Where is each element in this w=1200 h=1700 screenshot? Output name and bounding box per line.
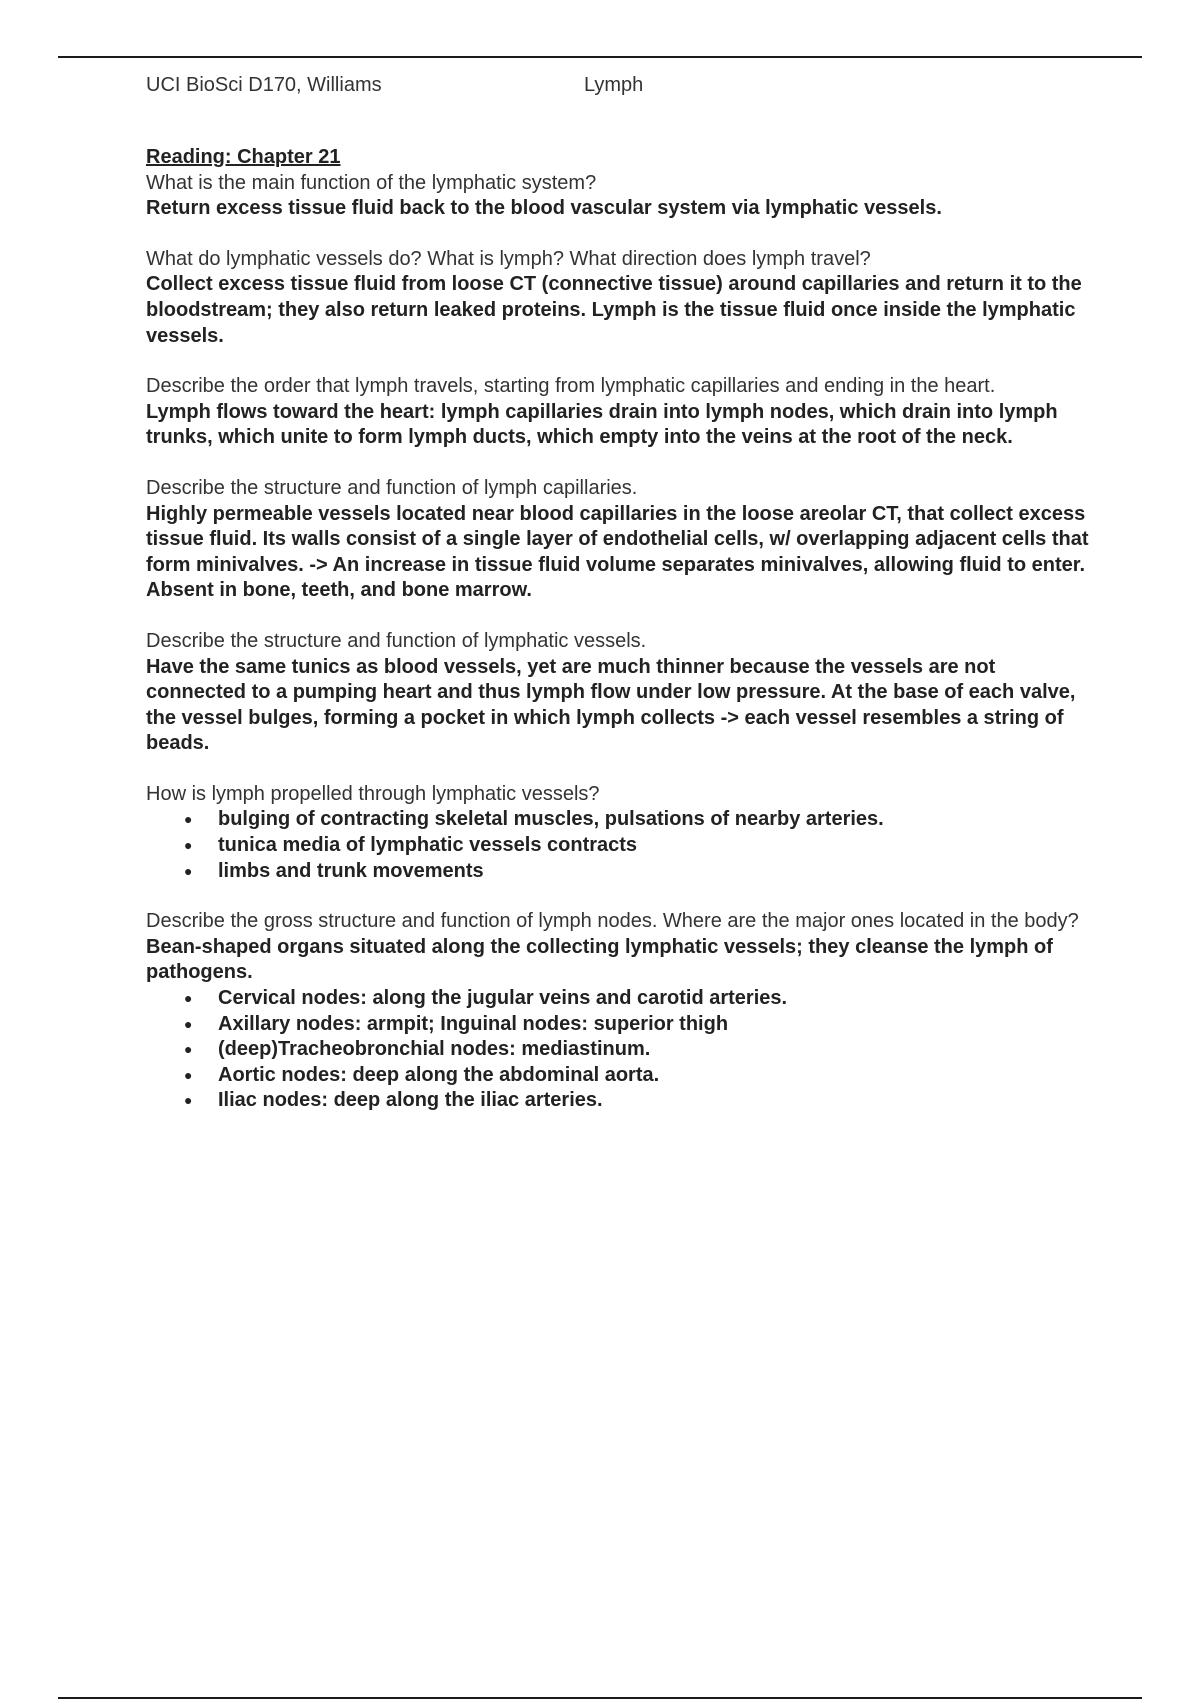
- qa-block-lymphatic-vessels: [146, 629, 1096, 757]
- qa-block-lymph-nodes: [146, 909, 1096, 1114]
- answer: Highly permeable vessels located near blood capillaries in the loose areolar CT, that collect excess tissue fluid. Its walls consist of a single layer of endothelial cells, w/ overlapping adjacent cells that form minivalves. -> An increase in tissue fluid volume separates minivalves, allowing fluid to enter. Absent in bone, teeth, and bone marrow.: [146, 502, 1089, 602]
- question: How is lymph propelled through lymphatic vessels?: [146, 782, 600, 805]
- page-header: [146, 74, 643, 97]
- qa-block-lymph-order: [146, 374, 1096, 451]
- list-item: ● bulging of contracting skeletal muscles, pulsations of nearby arteries.: [146, 807, 1096, 833]
- reading-heading: Reading: Chapter 21: [146, 146, 341, 168]
- list-item: ● limbs and trunk movements: [146, 859, 1096, 885]
- list-item: ● Axillary nodes: armpit; Inguinal nodes: superior thigh: [146, 1012, 1096, 1038]
- question: Describe the order that lymph travels, starting from lymphatic capillaries and ending in the heart.: [146, 375, 996, 398]
- question: Describe the gross structure and function of lymph nodes. Where are the major ones located in the body?: [146, 910, 1079, 933]
- qa-block-propulsion: [146, 782, 1096, 884]
- question: Describe the structure and function of lymphatic vessels.: [146, 629, 647, 652]
- question: What is the main function of the lymphatic system?: [146, 171, 597, 194]
- answer: Bean-shaped organs situated along the collecting lymphatic vessels; they cleanse the lymph of pathogens.: [146, 935, 1053, 984]
- list-item: ● Aortic nodes: deep along the abdominal aorta.: [146, 1063, 1096, 1089]
- topic-title: Lymph: [584, 74, 644, 96]
- qa-block-vessels-lymph: [146, 247, 1096, 349]
- bottom-rule: [58, 1697, 1142, 1699]
- list-item: ● Iliac nodes: deep along the iliac arteries.: [146, 1088, 1096, 1114]
- question: Describe the structure and function of lymph capillaries.: [146, 476, 638, 499]
- bullet-list: [146, 807, 1096, 884]
- qa-block-lymph-capillaries: [146, 476, 1096, 604]
- answer: Have the same tunics as blood vessels, yet are much thinner because the vessels are not connected to a pumping heart and thus lymph flow under low pressure. At the base of each valve, the vessel bulges, forming a pocket in which lymph collects -> each vessel resembles a string of beads.: [146, 655, 1076, 755]
- top-rule: [58, 56, 1142, 58]
- bullet-list: [146, 986, 1096, 1114]
- list-item: ● (deep)Tracheobronchial nodes: mediastinum.: [146, 1037, 1096, 1063]
- answer: Lymph flows toward the heart: lymph capillaries drain into lymph nodes, which drain into lymph trunks, which unite to form lymph ducts, which empty into the veins at the root of the neck.: [146, 400, 1058, 449]
- document-body: [146, 145, 1096, 1139]
- course-title: UCI BioSci D170, Williams: [146, 74, 382, 96]
- question: What do lymphatic vessels do? What is lymph? What direction does lymph travel?: [146, 247, 871, 270]
- list-item: ● Cervical nodes: along the jugular veins and carotid arteries.: [146, 986, 1096, 1012]
- answer: Return excess tissue fluid back to the blood vascular system via lymphatic vessels.: [146, 197, 942, 220]
- qa-block-main-function: [146, 171, 1096, 222]
- answer: Collect excess tissue fluid from loose CT (connective tissue) around capillaries and return it to the bloodstream; they also return leaked proteins. Lymph is the tissue fluid once inside the lymphatic vessels.: [146, 273, 1082, 347]
- list-item: ● tunica media of lymphatic vessels contracts: [146, 833, 1096, 859]
